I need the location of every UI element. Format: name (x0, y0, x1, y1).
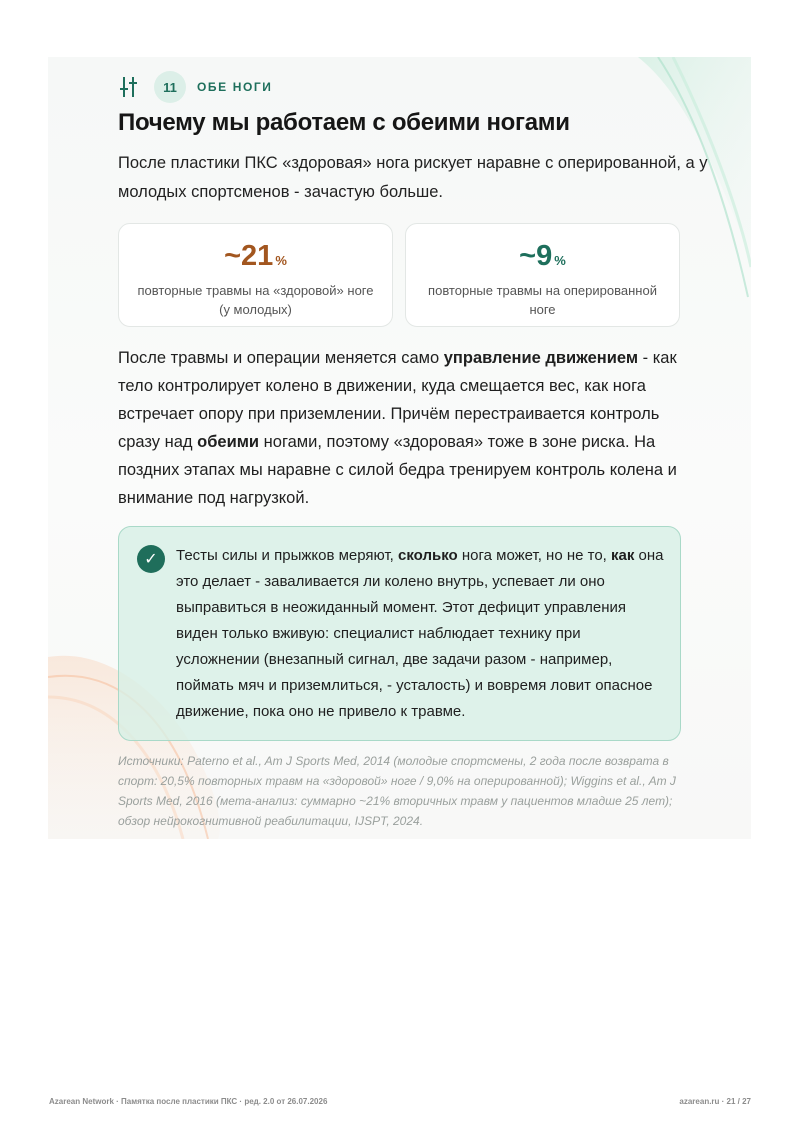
page-title: Почему мы работаем с обеими ногами (118, 109, 570, 136)
stat-description: повторные травмы на «здоровой» ноге (у молодых) (137, 283, 374, 317)
stat-value: ~9 % (519, 240, 566, 272)
footer-page-info: azarean.ru · 21 / 27 (679, 1097, 751, 1106)
content-panel (48, 57, 751, 839)
stat-card-healthy-leg (118, 223, 393, 327)
sliders-icon (118, 75, 140, 99)
callout-box (118, 526, 681, 741)
stat-description: повторные травмы на оперированной ноге (428, 283, 657, 317)
check-icon: ✓ (137, 545, 165, 573)
section-header (118, 75, 273, 99)
stat-value: ~21 % (224, 240, 287, 272)
sources-note: Источники: Paterno et al., Am J Sports Med, 2014 (молодые спортсмены, 2 года после возврата в спорт: 20,5% повторных травм на «здоровой» ноге / 9,0% на оперированной); Wiggins et al., Am J Sports Med, 2016 (мета-анализ: суммарно ~21% вторичных травм у пациентов младше 25 лет); обзор нейрокогнитивной реабилитации, IJSPT, 2024. (118, 754, 676, 828)
footer-doc-info: Azarean Network · Памятка после пластики ПКС · ред. 2.0 от 26.07.2026 (49, 1097, 328, 1106)
lead-paragraph: После пластики ПКС «здоровая» нога рискует наравне с оперированной, а у молодых спортсменов - зачастую больше. (118, 154, 708, 201)
section-label: ОБЕ НОГИ (197, 80, 273, 94)
callout-text: Тесты силы и прыжков меряют, сколько нога может, но не то, как она это делает - заваливается ли колено внутрь, успевает ли оно выправиться в неожиданный момент. Этот дефицит управления виден только вживую: специалист наблюдает технику при усложнении (внезапный сигнал, две задачи разом - например, поймать мяч и приземлиться, - усталость) и вовремя ловит опасное движение, пока оно не привело к травме. (176, 547, 664, 720)
body-paragraph: После травмы и операции меняется само управление движением - как тело контролирует колено в движении, куда смещается вес, как нога встречает опору при приземлении. Причём перестраивается контроль сразу над обеими ногами, поэтому «здоровая» тоже в зоне риска. На поздних этапах мы наравне с силой бедра тренируем контроль колена и внимание под нагрузкой. (118, 349, 677, 507)
stat-card-operated-leg (405, 223, 680, 327)
section-number: 11 (154, 71, 186, 103)
